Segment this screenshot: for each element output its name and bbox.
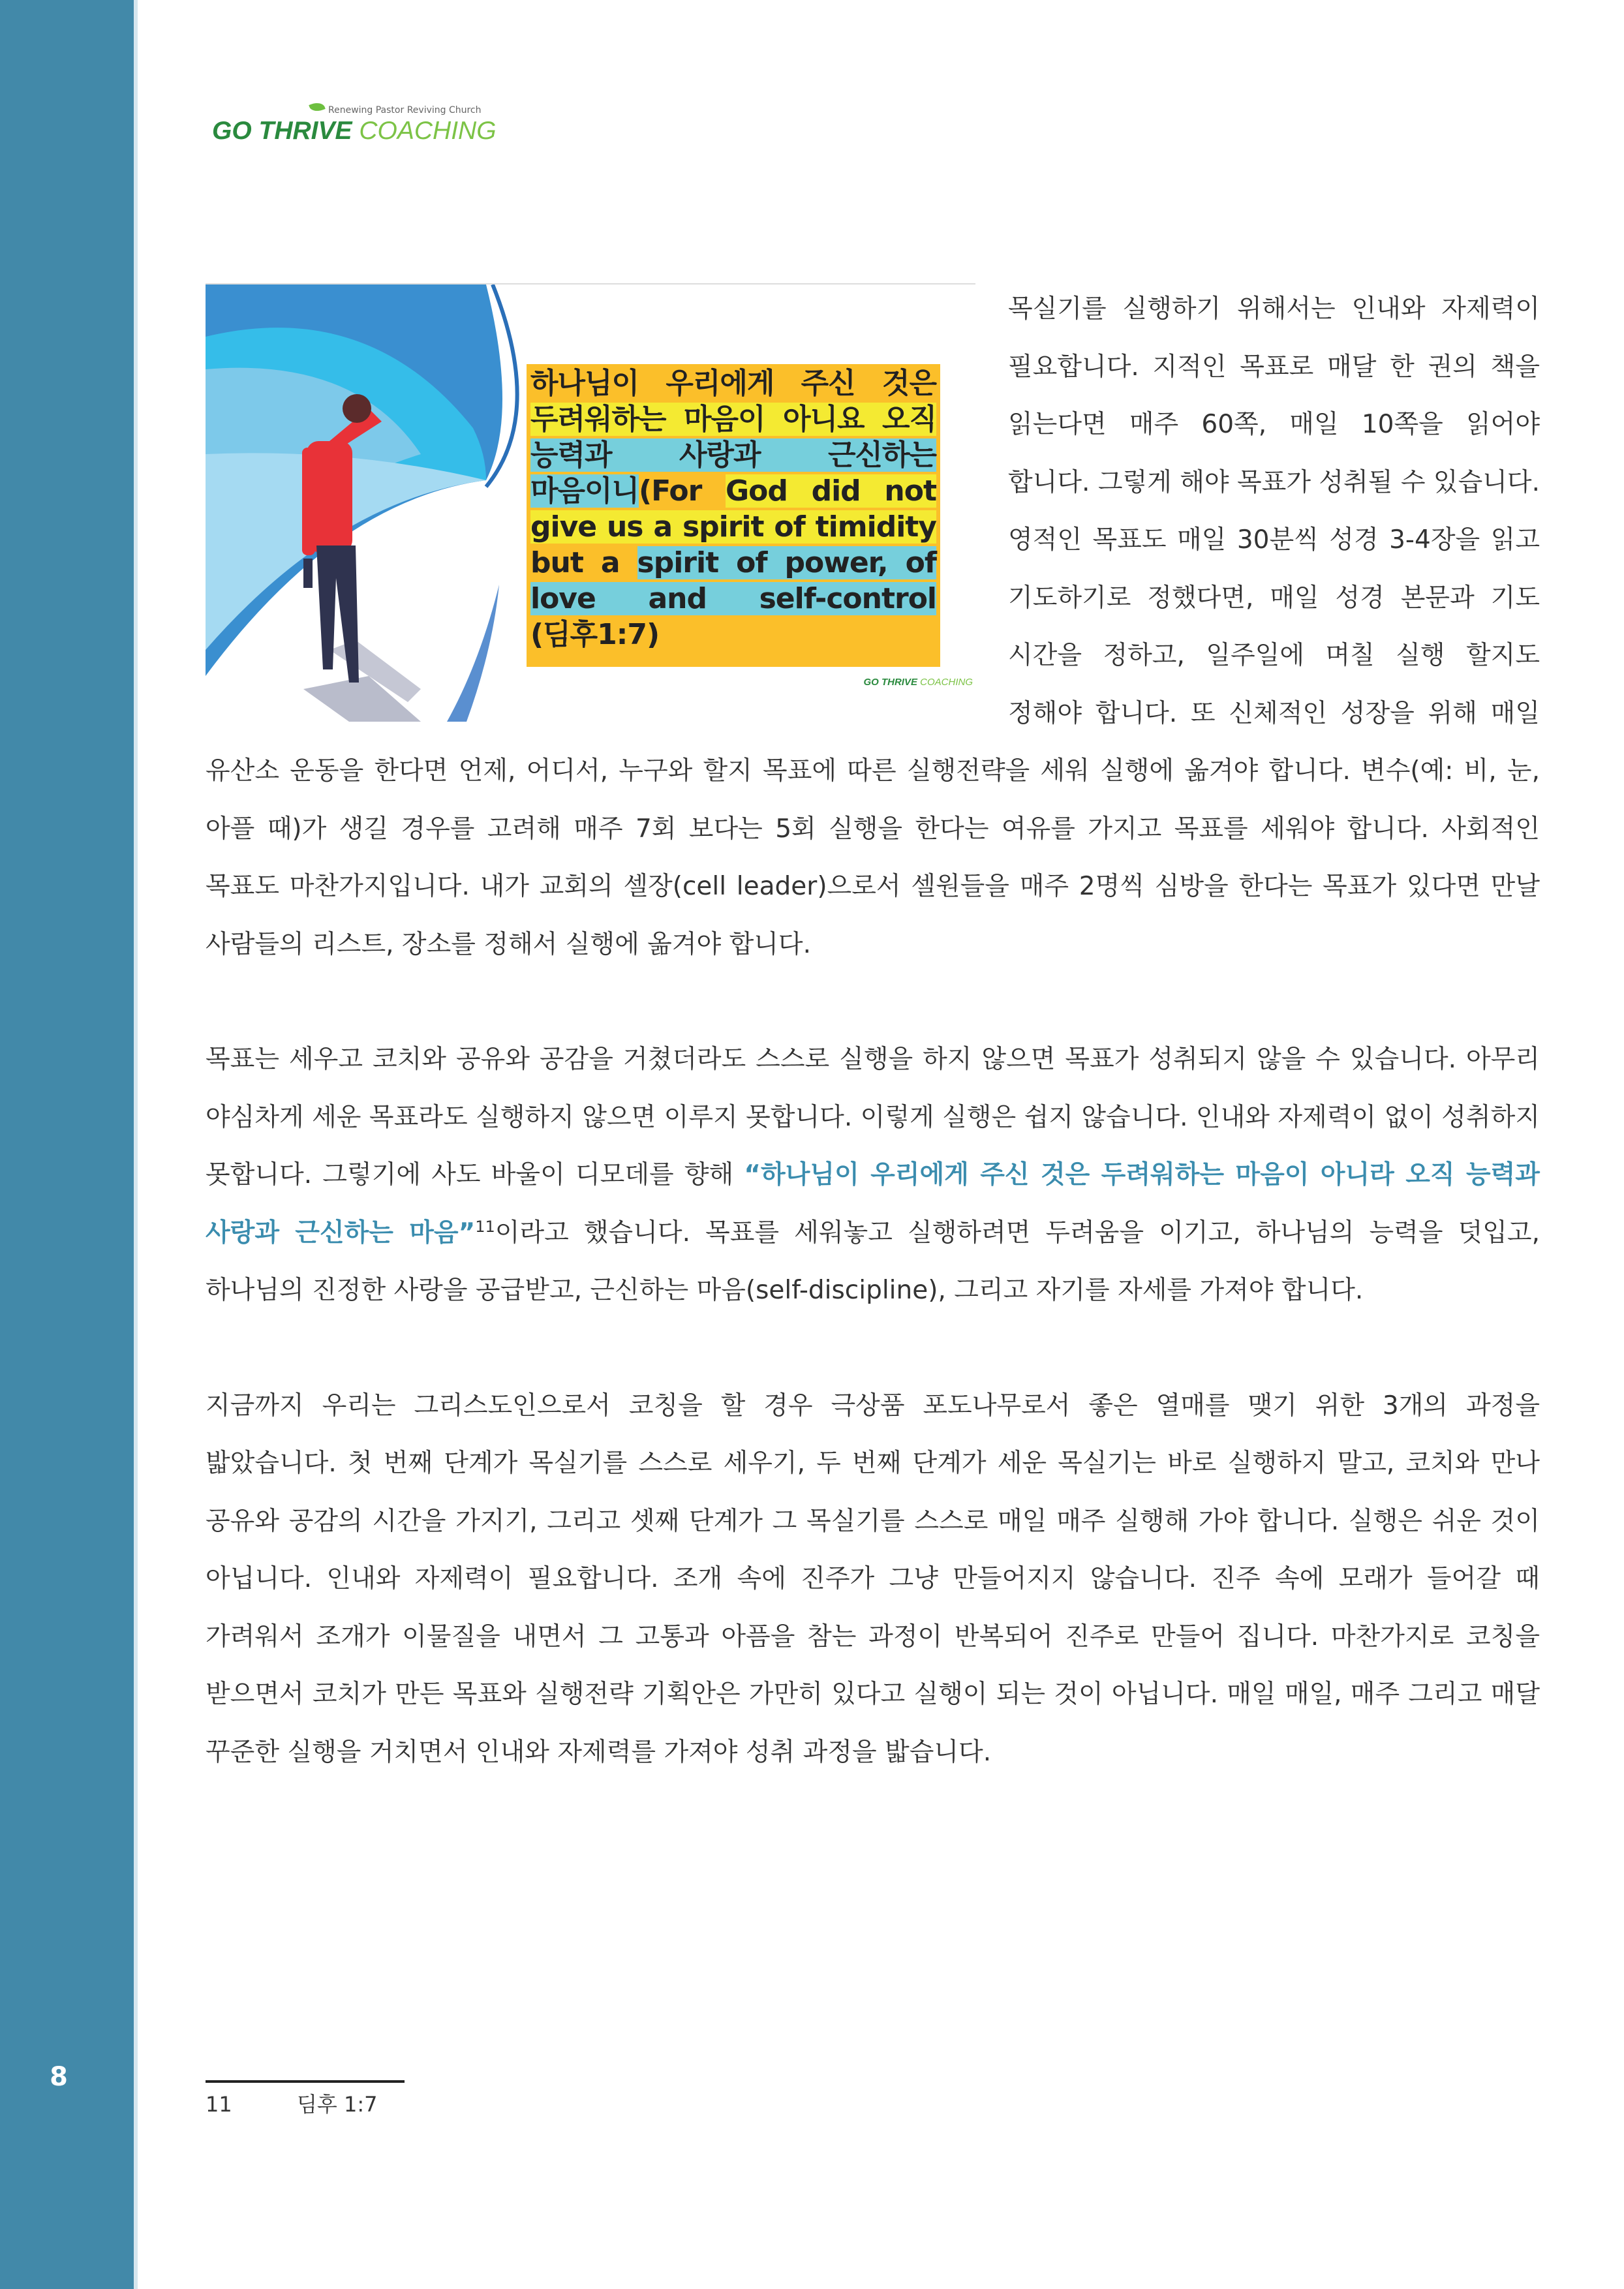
verse-segment: 능력과 사랑과 근신하는 마음이니 — [530, 438, 936, 508]
leaf-icon — [309, 100, 325, 114]
verse-segment: but a — [530, 546, 637, 579]
logo — [212, 101, 497, 153]
paragraph-1: 목실기를 실행하기 위해서는 인내와 자제력이 필요합니다. 지적인 목표로 매달 한 권의 책을 읽는다면 매주 60쪽, 매일 10쪽을 읽어야 합니다. 그렇게 해야 목표가 성취될 수 있습니다. 영적인 목표도 매일 30분씩 성경 3-4장을 읽고 기도하기로 정했다면, 매일 성경 본문과 기도 시간을 정하고, 일주일에 며칠 실행 할지도 정해야 합니다. 또 신체적인 성장을 위해 매일 유산소 운동을 한다면 언제, 어디서, 누구와 할지 목표에 따른 실행전략을 세워 실행에 옮겨야 합니다. 변수(예: 비, 눈, 아플 때)가 생길 경우를 고려해 매주 7회 보다는 5회 실행을 한다는 여유를 가지고 목표를 세워야 합니다. 사회적인 목표도 마찬가지입니다. 내가 교회의 셀장(cell leader)으로서 셀원들을 매주 2명씩 심방을 한다는 목표가 있다면 만날 사람들의 리스트, 장소를 정해서 실행에 옮겨야 합니다. — [206, 294, 1540, 959]
paragraph-2 — [206, 1031, 1540, 1320]
footnote-ref[interactable]: 11 — [475, 1217, 495, 1236]
verse-segment: spirit of power, of love and self-control — [530, 546, 936, 615]
verse-box — [527, 364, 940, 667]
footnote-text: 딤후 1:7 — [297, 2092, 378, 2117]
verse-illustration — [206, 283, 975, 722]
footnote-number: 11 — [206, 2092, 232, 2117]
footnote-divider — [206, 2080, 405, 2083]
verse-segment: 아니요 오직 — [783, 403, 936, 436]
logo-tagline: Renewing Pastor Reviving Church — [328, 105, 482, 115]
verse-segment: 하나님이 우리에게 주신 — [530, 367, 882, 400]
page-number: 8 — [50, 2062, 68, 2092]
body-content — [206, 281, 1540, 1839]
verse-segment: 두려워하는 마음이 — [530, 403, 783, 436]
verse-segment: (For — [639, 474, 726, 508]
figure-logo-light: COACHING — [920, 676, 973, 688]
verse-segment: 것은 — [881, 367, 936, 400]
scripture-quote: “하나님이 우리에게 주신 것은 두려워하는 마음이 아니라 오직 능력과 사랑과 근신하는 마음” — [206, 1160, 1540, 1248]
verse-segment: (딤후1:7) — [530, 618, 660, 651]
logo-bold: GO THRIVE — [212, 117, 352, 145]
paragraph-3: 지금까지 우리는 그리스도인으로서 코칭을 할 경우 극상품 포도나무로서 좋은 열매를 맺기 위한 3개의 과정을 밟았습니다. 첫 번째 단계가 목실기를 스스로 세우기, 두 번째 단계가 세운 목실기는 바로 실행하지 말고, 코치와 만나 공유와 공감의 시간을 가지기, 그리고 셋째 단계가 그 목실기를 스스로 매일 매주 실행해 가야 합니다. 실행은 쉬운 것이 아닙니다. 인내와 자제력이 필요합니다. 조개 속에 진주가 그냥 만들어지지 않습니다. 진주 속에 모래가 들어갈 때 가려워서 조개가 이물질을 내면서 그 고통과 아픔을 참는 과정이 반복되어 진주로 만들어 집니다. 마찬가지로 코칭을 받으면서 코치가 만든 목표와 실행전략 기획안은 가만히 있다고 실행이 되는 것이 아닙니다. 매일 매일, 매주 그리고 매달 꾸준한 실행을 거치면서 인내와 자제력를 가져야 성취 과정을 밟습니다. — [206, 1390, 1540, 1767]
sidebar-edge — [134, 0, 138, 2289]
logo-light: COACHING — [359, 117, 497, 145]
paragraph-2-text: 목표는 세우고 코치와 공유와 공감을 거쳤더라도 스스로 실행을 하지 않으면 목표가 성취되지 않을 수 있습니다. 아무리 야심차게 세운 목표라도 실행하지 않으면 이루지 못합니다. 이렇게 실행은 쉽지 않습니다. 인내와 자제력이 없이 성취하지 못합니다. 그렇기에 사도 바울이 디모데를 향해 — [206, 1045, 1540, 1190]
logo-wordmark — [212, 117, 497, 146]
sidebar-band — [0, 0, 134, 2289]
verse-segment: God did not give us a spirit of timidity — [530, 474, 936, 544]
paragraph-2-text-end: 이라고 했습니다. 목표를 세워놓고 실행하려면 두려움을 이기고, 하나님의 능력을 덧입고, 하나님의 진정한 사랑을 공급받고, 근신하는 마음(self-discipline), 그리고 자기를 자세를 가져야 합니다. — [206, 1218, 1540, 1305]
figure-logo — [863, 654, 973, 712]
figure-logo-bold: GO THRIVE — [863, 676, 917, 688]
footnote — [206, 2088, 378, 2118]
